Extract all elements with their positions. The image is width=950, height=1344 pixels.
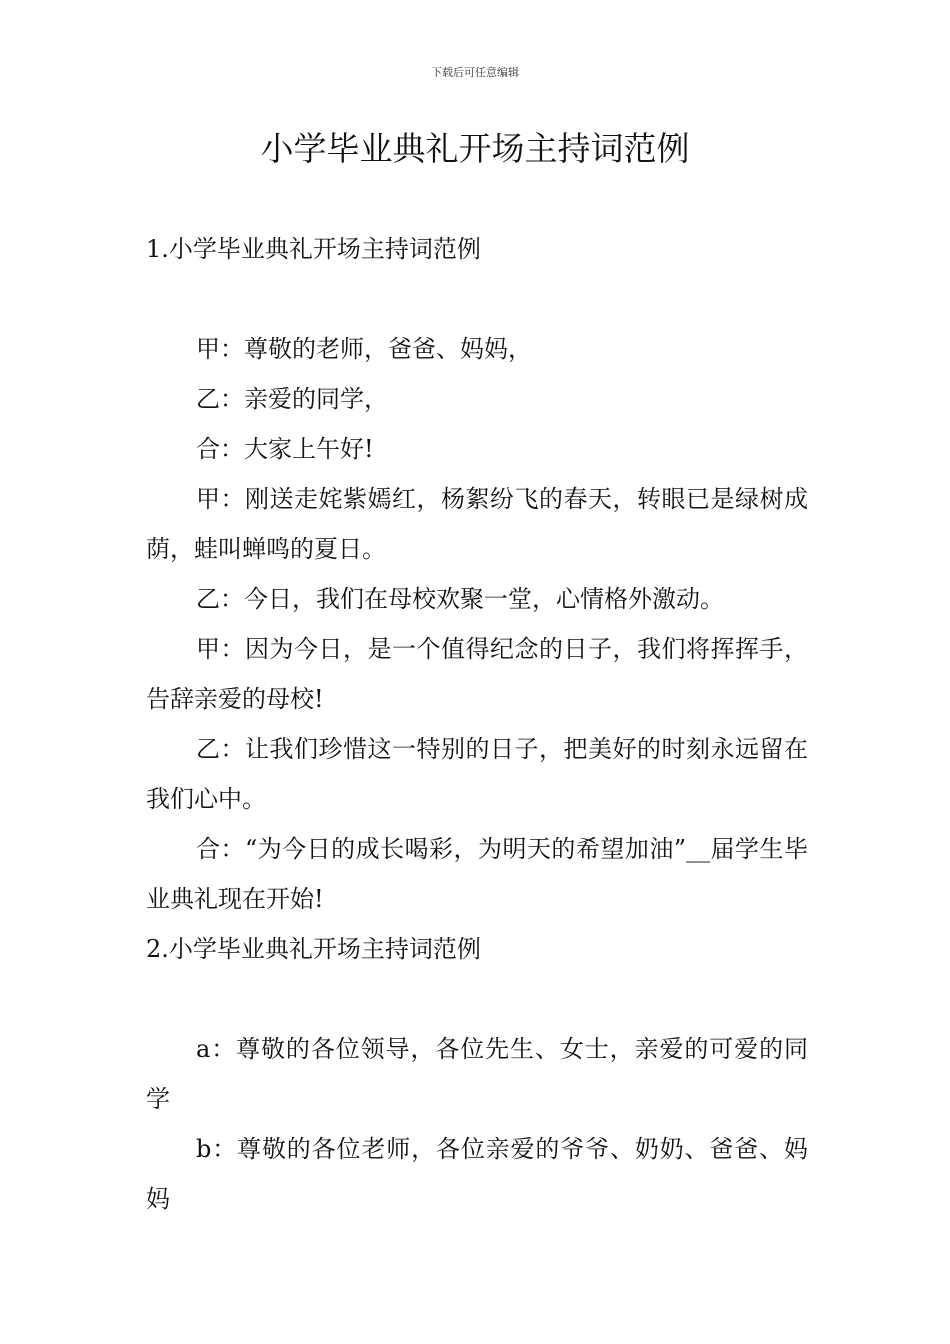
header-note: 下载后可任意编辑 (431, 66, 519, 79)
paragraph: b：尊敬的各位老师，各位亲爱的爷爷、奶奶、爸爸、妈妈 (146, 1135, 808, 1213)
document-title: 小学毕业典礼开场主持词范例 (260, 129, 690, 168)
paragraph: 甲：尊敬的老师，爸爸、妈妈， (196, 335, 532, 363)
paragraph: 合：大家上午好! (196, 435, 374, 463)
section-heading-1: 1.小学毕业典礼开场主持词范例 (146, 235, 481, 263)
section-heading-2: 2.小学毕业典礼开场主持词范例 (146, 935, 481, 963)
paragraph: 乙：今日，我们在母校欢聚一堂，心情格外激动。 (196, 585, 724, 613)
document-body (146, 224, 808, 1224)
paragraph: 乙：让我们珍惜这一特别的日子，把美好的时刻永远留在我们心中。 (146, 735, 808, 813)
paragraph: 甲：刚送走姹紫嫣红，杨絮纷飞的春天，转眼已是绿树成荫，蛙叫蝉鸣的夏日。 (146, 485, 808, 563)
paragraph: 甲：因为今日，是一个值得纪念的日子，我们将挥挥手，告辞亲爱的母校! (146, 635, 808, 713)
paragraph: 合：“为今日的成长喝彩，为明天的希望加油”__届学生毕业典礼现在开始! (146, 835, 808, 913)
paragraph: a：尊敬的各位领导，各位先生、女士，亲爱的可爱的同学 (146, 1035, 808, 1113)
paragraph: 乙：亲爱的同学， (196, 385, 388, 413)
